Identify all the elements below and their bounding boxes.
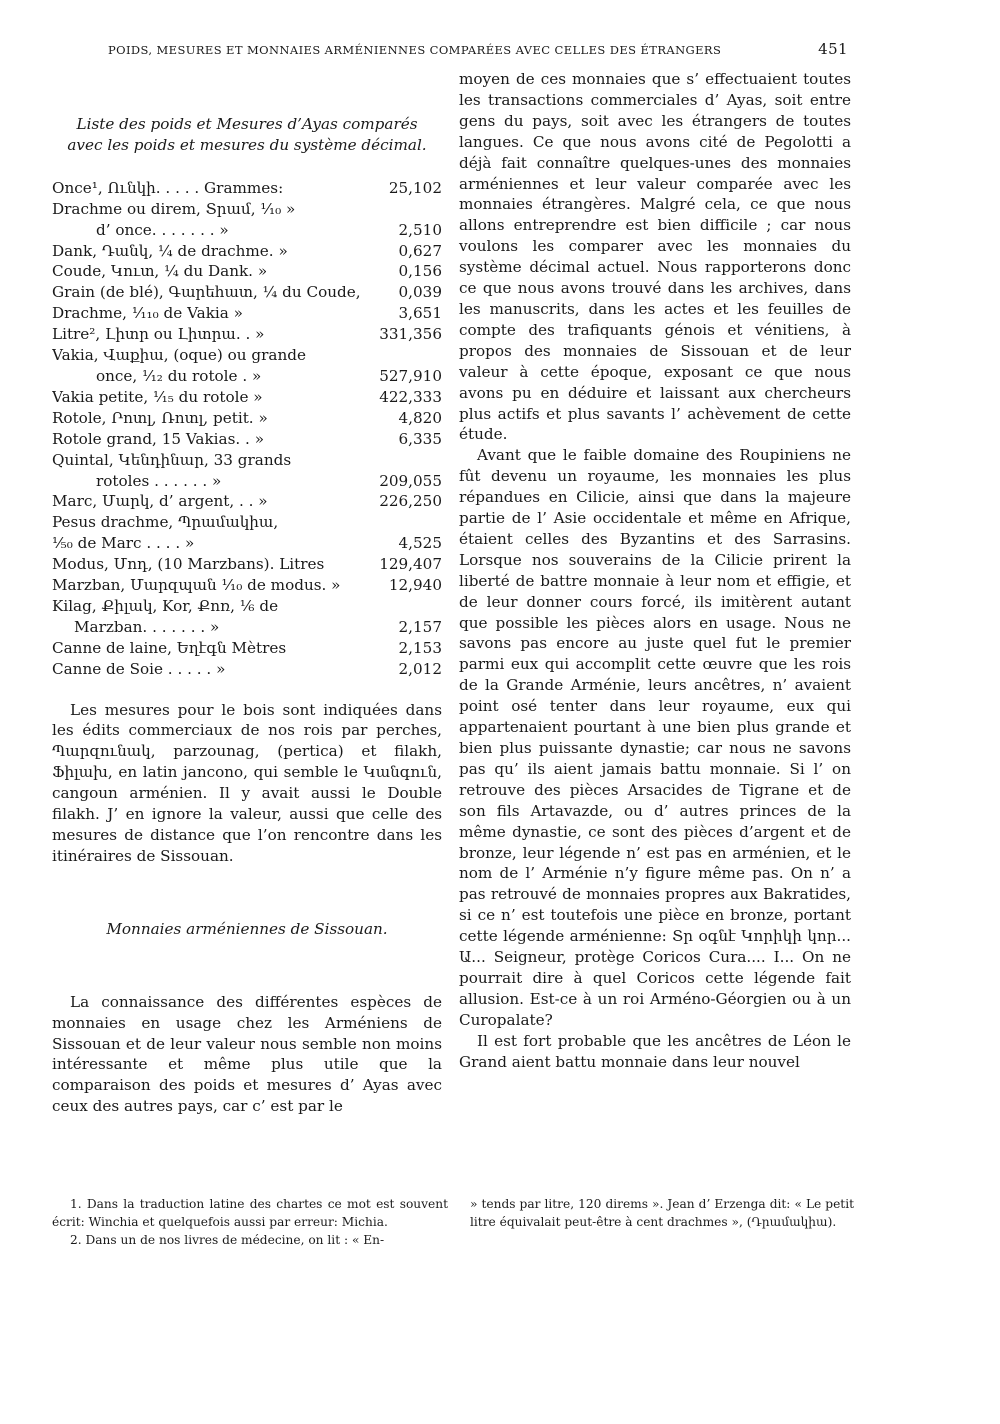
row-label: Marzban. . . . . . . » bbox=[74, 617, 220, 636]
row-label: Quintal, Կենդինար, 33 grands bbox=[52, 450, 292, 469]
footnotes-right bbox=[470, 1195, 854, 1231]
row-label: Dank, Դանկ, ¼ de drachme. » bbox=[52, 241, 288, 260]
row-value: 2,157 bbox=[398, 617, 442, 636]
table-row bbox=[52, 533, 442, 554]
table-row bbox=[52, 491, 442, 512]
table-row bbox=[52, 471, 442, 492]
row-label: Rotole, Րոտլ, Ռոտլ, petit. » bbox=[52, 408, 268, 427]
row-label: Canne de laine, Եղէգն Mètres bbox=[52, 638, 287, 657]
row-value: 2,012 bbox=[398, 659, 442, 678]
footnotes-left bbox=[52, 1195, 448, 1249]
right-paragraph-1: moyen de ces monnaies que s’ effectuaient toutes les transactions commerciales d’ Ayas, soit entre gens du pays, soit avec les étrangers de toutes langues. Ce que nous avons cité de Pegolotti a déjà fait connaître quelques-unes des monnaies arméniennes et leur valeur comparée avec les monnaies étrangères. Malgré cela, ce que nous allons entreprendre est bien difficile ; car nous voulons les comparer avec les monnaies du système décimal actuel. Nous rapporterons donc ce que nous avons trouvé dans les archives, dans les manuscrits, dans les actes et les feuilles de compte des trafiquants génois et vénitiens, à propos des monnaies de Sissouan et de leur valeur à cette époque, exposant ce que nous avons pu en déduire et laissant aux chercheurs plus actifs et plus savants l’ achèvement de cette étude. bbox=[459, 70, 851, 444]
footnote-1: 1. Dans la traduction latine des chartes ce mot est souvent écrit: Winchia et quelquefois aussi par erreur: Michia. bbox=[52, 1197, 448, 1229]
table-row bbox=[52, 617, 442, 638]
row-value bbox=[372, 450, 442, 471]
weights-table bbox=[52, 178, 442, 680]
row-value: 0,627 bbox=[398, 241, 442, 260]
table-row bbox=[52, 220, 442, 241]
row-label: Vakia petite, ¹⁄₁₅ du rotole » bbox=[52, 387, 263, 406]
table-row bbox=[52, 366, 442, 387]
table-row bbox=[52, 638, 442, 659]
left-column bbox=[52, 114, 442, 1117]
right-paragraph-3: Il est fort probable que les ancêtres de Léon le Grand aient battu monnaie dans leur nouvel bbox=[459, 1031, 851, 1071]
row-value: 12,940 bbox=[388, 576, 442, 595]
row-value: 422,333 bbox=[379, 387, 442, 406]
row-value: 129,407 bbox=[379, 555, 442, 574]
row-label: Once¹, Ունկի. . . . . Grammes: bbox=[52, 178, 284, 197]
table-row bbox=[52, 303, 442, 324]
table-row bbox=[52, 429, 442, 450]
row-value: 331,356 bbox=[379, 325, 442, 344]
row-label: rotoles . . . . . . » bbox=[96, 471, 222, 490]
row-value: 3,651 bbox=[398, 304, 442, 323]
row-label: ¹⁄₅₀ de Marc . . . . » bbox=[52, 534, 195, 553]
row-value: 0,156 bbox=[398, 262, 442, 281]
right-column bbox=[459, 69, 851, 1073]
table-row bbox=[52, 178, 442, 199]
row-value: 6,335 bbox=[398, 429, 442, 448]
table-row bbox=[52, 324, 442, 345]
row-label: Marc, Մարկ, d’ argent, . . » bbox=[52, 492, 268, 511]
row-label: d’ once. . . . . . . » bbox=[96, 220, 229, 239]
row-label: Rotole grand, 15 Vakias. . » bbox=[52, 429, 264, 448]
table-row bbox=[52, 596, 442, 617]
row-value: 4,820 bbox=[398, 408, 442, 427]
row-label: Canne de Soie . . . . . » bbox=[52, 659, 226, 678]
list-title-line-2: avec les poids et mesures du système décimal. bbox=[67, 135, 427, 154]
row-label: Modus, Մոդ, (10 Marzbans). Litres bbox=[52, 555, 325, 574]
row-value: 226,250 bbox=[379, 492, 442, 511]
section-title: Monnaies arméniennes de Sissouan. bbox=[106, 919, 388, 938]
coins-intro-paragraph: La connaissance des différentes espèces de monnaies en usage chez les Arméniens de Sissouan et de leur valeur nous semble non moins intéressante et même plus utile que la comparaison des poids et mesures d’ Ayas avec ceux des autres pays, car c’ est par le bbox=[52, 992, 442, 1116]
table-row bbox=[52, 199, 442, 220]
right-paragraph-2: Avant que le faible domaine des Roupiniens ne fût devenu un royaume, les monnaies les plus répandues en Cilicie, ainsi que dans la majeure partie de l’ Asie occidentale et même en Afrique, étaient celles des Byzantins et des Sarrasins. Lorsque nos souverains de la Cilicie prirent la liberté de battre monnaie à leur nom et effigie, et de leur donner cours forcé, ils imitèrent autant que possible les pièces alors en usage. Nous ne savons pas encore au juste quel fut le premier parmi eux qui accomplit cette œuvre que les rois de la Grande Arménie, leurs ancêtres, n’ avaient point osé tenter dans leur royaume, eux qui appartenaient pourtant à une bien plus grande et bien plus puissante dynastie; car nous ne savons pas qu’ ils aient jamais battu monnaie. Si l’ on retrouve des pièces Arsacides de Tigrane et de son fils Artavazde, ou d’ autres princes de la même dynastie, ce sont des pièces d’argent et de bronze, leur légende n’ est pas en arménien, et le nom de l’ Arménie n’y figure même pas. On n’ a pas retrouvé de monnaies propres aux Bakratides, si ce n’ est toutefois une pièce en bronze, portant cette légende arménienne: Տր օգնէ Կորիկի կոր... Ա... Seigneur, protège Coricos Cura.... I... On ne pourrait dire à quel Coricos cette légende fait allusion. Est-ce à un roi Arméno-Géorgien ou à un Curopalate? bbox=[459, 446, 851, 1029]
running-title: POIDS, MESURES ET MONNAIES ARMÉNIENNES COMPARÉES AVEC CELLES DES ÉTRANGERS bbox=[108, 43, 722, 57]
row-value: 527,910 bbox=[379, 366, 442, 385]
row-label: Coude, Կուտ, ¼ du Dank. » bbox=[52, 262, 268, 281]
list-title-line-1: Liste des poids et Mesures d’Ayas comparés bbox=[76, 115, 418, 133]
row-label: Marzban, Մարզպան ¹⁄₁₀ de modus. » bbox=[52, 576, 341, 595]
table-row bbox=[52, 261, 442, 282]
table-row bbox=[52, 659, 442, 680]
weights-list-title bbox=[52, 114, 442, 156]
row-value: 2,510 bbox=[398, 220, 442, 239]
row-value bbox=[372, 512, 442, 533]
row-label: Drachme, ¹⁄₁₁₀ de Vakia » bbox=[52, 304, 243, 323]
row-value: 2,153 bbox=[398, 638, 442, 657]
row-value: 4,525 bbox=[398, 534, 442, 553]
row-label: once, ¹⁄₁₂ du rotole . » bbox=[96, 366, 262, 385]
row-value bbox=[372, 345, 442, 366]
table-row bbox=[52, 387, 442, 408]
table-row bbox=[52, 241, 442, 262]
row-label: Kilag, Քիլակ, Kor, Քոռ, ⅙ de bbox=[52, 596, 279, 615]
row-value: 209,055 bbox=[379, 471, 442, 490]
footnote-2: 2. Dans un de nos livres de médecine, on lit : « En- bbox=[70, 1233, 385, 1247]
row-label: Pesus drachme, Պրամակիա, bbox=[52, 513, 279, 532]
table-row bbox=[52, 575, 442, 596]
table-row bbox=[52, 408, 442, 429]
table-row bbox=[52, 345, 442, 366]
footnote-2-continued: » tends par litre, 120 direms ». Jean d’ Erzenga dit: « Le petit litre équivalait peut-être à cent drachmes », (Դրամակիա). bbox=[470, 1197, 854, 1229]
row-value bbox=[372, 596, 442, 617]
row-value bbox=[372, 199, 442, 220]
row-label: Litre², Լիտր ou Լիտրա. . » bbox=[52, 325, 265, 344]
table-row bbox=[52, 554, 442, 575]
table-row bbox=[52, 512, 442, 533]
row-label: Vakia, Վաքիա, (oque) ou grande bbox=[52, 346, 306, 365]
page-number: 451 bbox=[818, 40, 848, 58]
table-row bbox=[52, 282, 442, 303]
row-value: 25,102 bbox=[388, 178, 442, 197]
wood-measures-paragraph: Les mesures pour le bois sont indiquées dans les édits commerciaux de nos rois par perches, Պարզունակ, parzounag, (pertica) et filakh, Ֆիլախ, en latin jancono, qui semble le Կանգուն, cangoun arménien. Il y avait aussi le Double filakh. J’ en ignore la valeur, aussi que celle des mesures de distance que l’on rencontre dans les itinéraires de Sissouan. bbox=[52, 700, 442, 865]
table-row bbox=[52, 450, 442, 471]
row-value: 0,039 bbox=[398, 283, 442, 302]
row-label: Grain (de blé), Գարեհատ, ¼ du Coude, bbox=[52, 283, 361, 302]
row-label: Drachme ou direm, Տրամ, ¹⁄₁₀ » bbox=[52, 199, 296, 218]
